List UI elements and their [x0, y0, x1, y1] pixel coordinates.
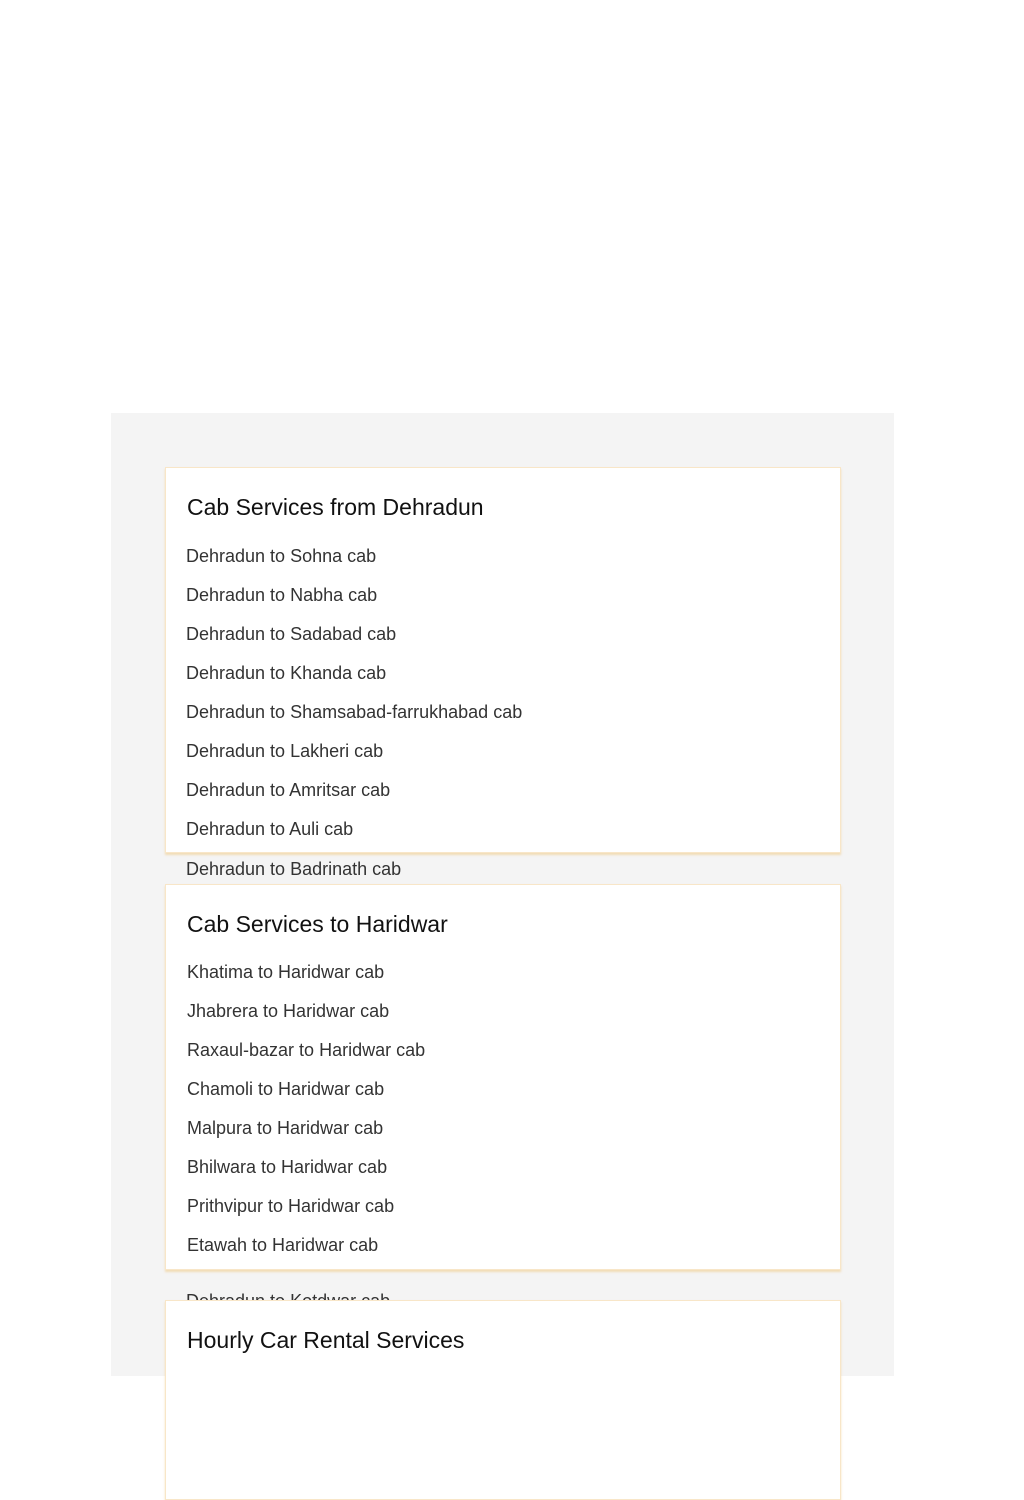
card-to-haridwar	[165, 884, 841, 1270]
link-dehradun-to-nabha[interactable]: Dehradun to Nabha cab	[186, 585, 378, 605]
link-dehradun-to-sohna[interactable]: Dehradun to Sohna cab	[186, 546, 377, 566]
link-dehradun-to-sadabad[interactable]: Dehradun to Sadabad cab	[186, 624, 397, 644]
haridwar-links-list	[166, 955, 840, 1255]
services-panel	[111, 413, 894, 1376]
link-bhilwara-to-haridwar[interactable]: Bhilwara to Haridwar cab	[187, 1157, 388, 1177]
link-chamoli-to-haridwar[interactable]: Chamoli to Haridwar cab	[187, 1079, 385, 1099]
link-dehradun-to-lakheri[interactable]: Dehradun to Lakheri cab	[186, 741, 384, 761]
link-raxaul-bazar-to-haridwar[interactable]: Raxaul-bazar to Haridwar cab	[187, 1040, 426, 1060]
card-hourly-rental	[165, 1300, 841, 1500]
section-title-hourly-rental: Hourly Car Rental Services	[187, 1327, 465, 1353]
link-khatima-to-haridwar[interactable]: Khatima to Haridwar cab	[187, 962, 385, 982]
link-dehradun-to-khanda[interactable]: Dehradun to Khanda cab	[186, 663, 387, 683]
section-title-from-dehradun: Cab Services from Dehradun	[187, 494, 484, 520]
link-dehradun-to-amritsar[interactable]: Dehradun to Amritsar cab	[186, 780, 391, 800]
link-jhabrera-to-haridwar[interactable]: Jhabrera to Haridwar cab	[187, 1001, 390, 1021]
link-dehradun-to-shamsabad-farrukhabad[interactable]: Dehradun to Shamsabad-farrukhabad cab	[186, 702, 523, 722]
overflow-link-clip	[165, 1286, 841, 1300]
link-etawah-to-haridwar[interactable]: Etawah to Haridwar cab	[187, 1235, 379, 1255]
link-prithvipur-to-haridwar[interactable]: Prithvipur to Haridwar cab	[187, 1196, 395, 1216]
link-dehradun-to-badrinath[interactable]: Dehradun to Badrinath cab	[186, 859, 402, 879]
link-malpura-to-haridwar[interactable]: Malpura to Haridwar cab	[187, 1118, 384, 1138]
link-dehradun-to-auli[interactable]: Dehradun to Auli cab	[186, 819, 354, 839]
section-title-to-haridwar: Cab Services to Haridwar	[187, 911, 448, 937]
